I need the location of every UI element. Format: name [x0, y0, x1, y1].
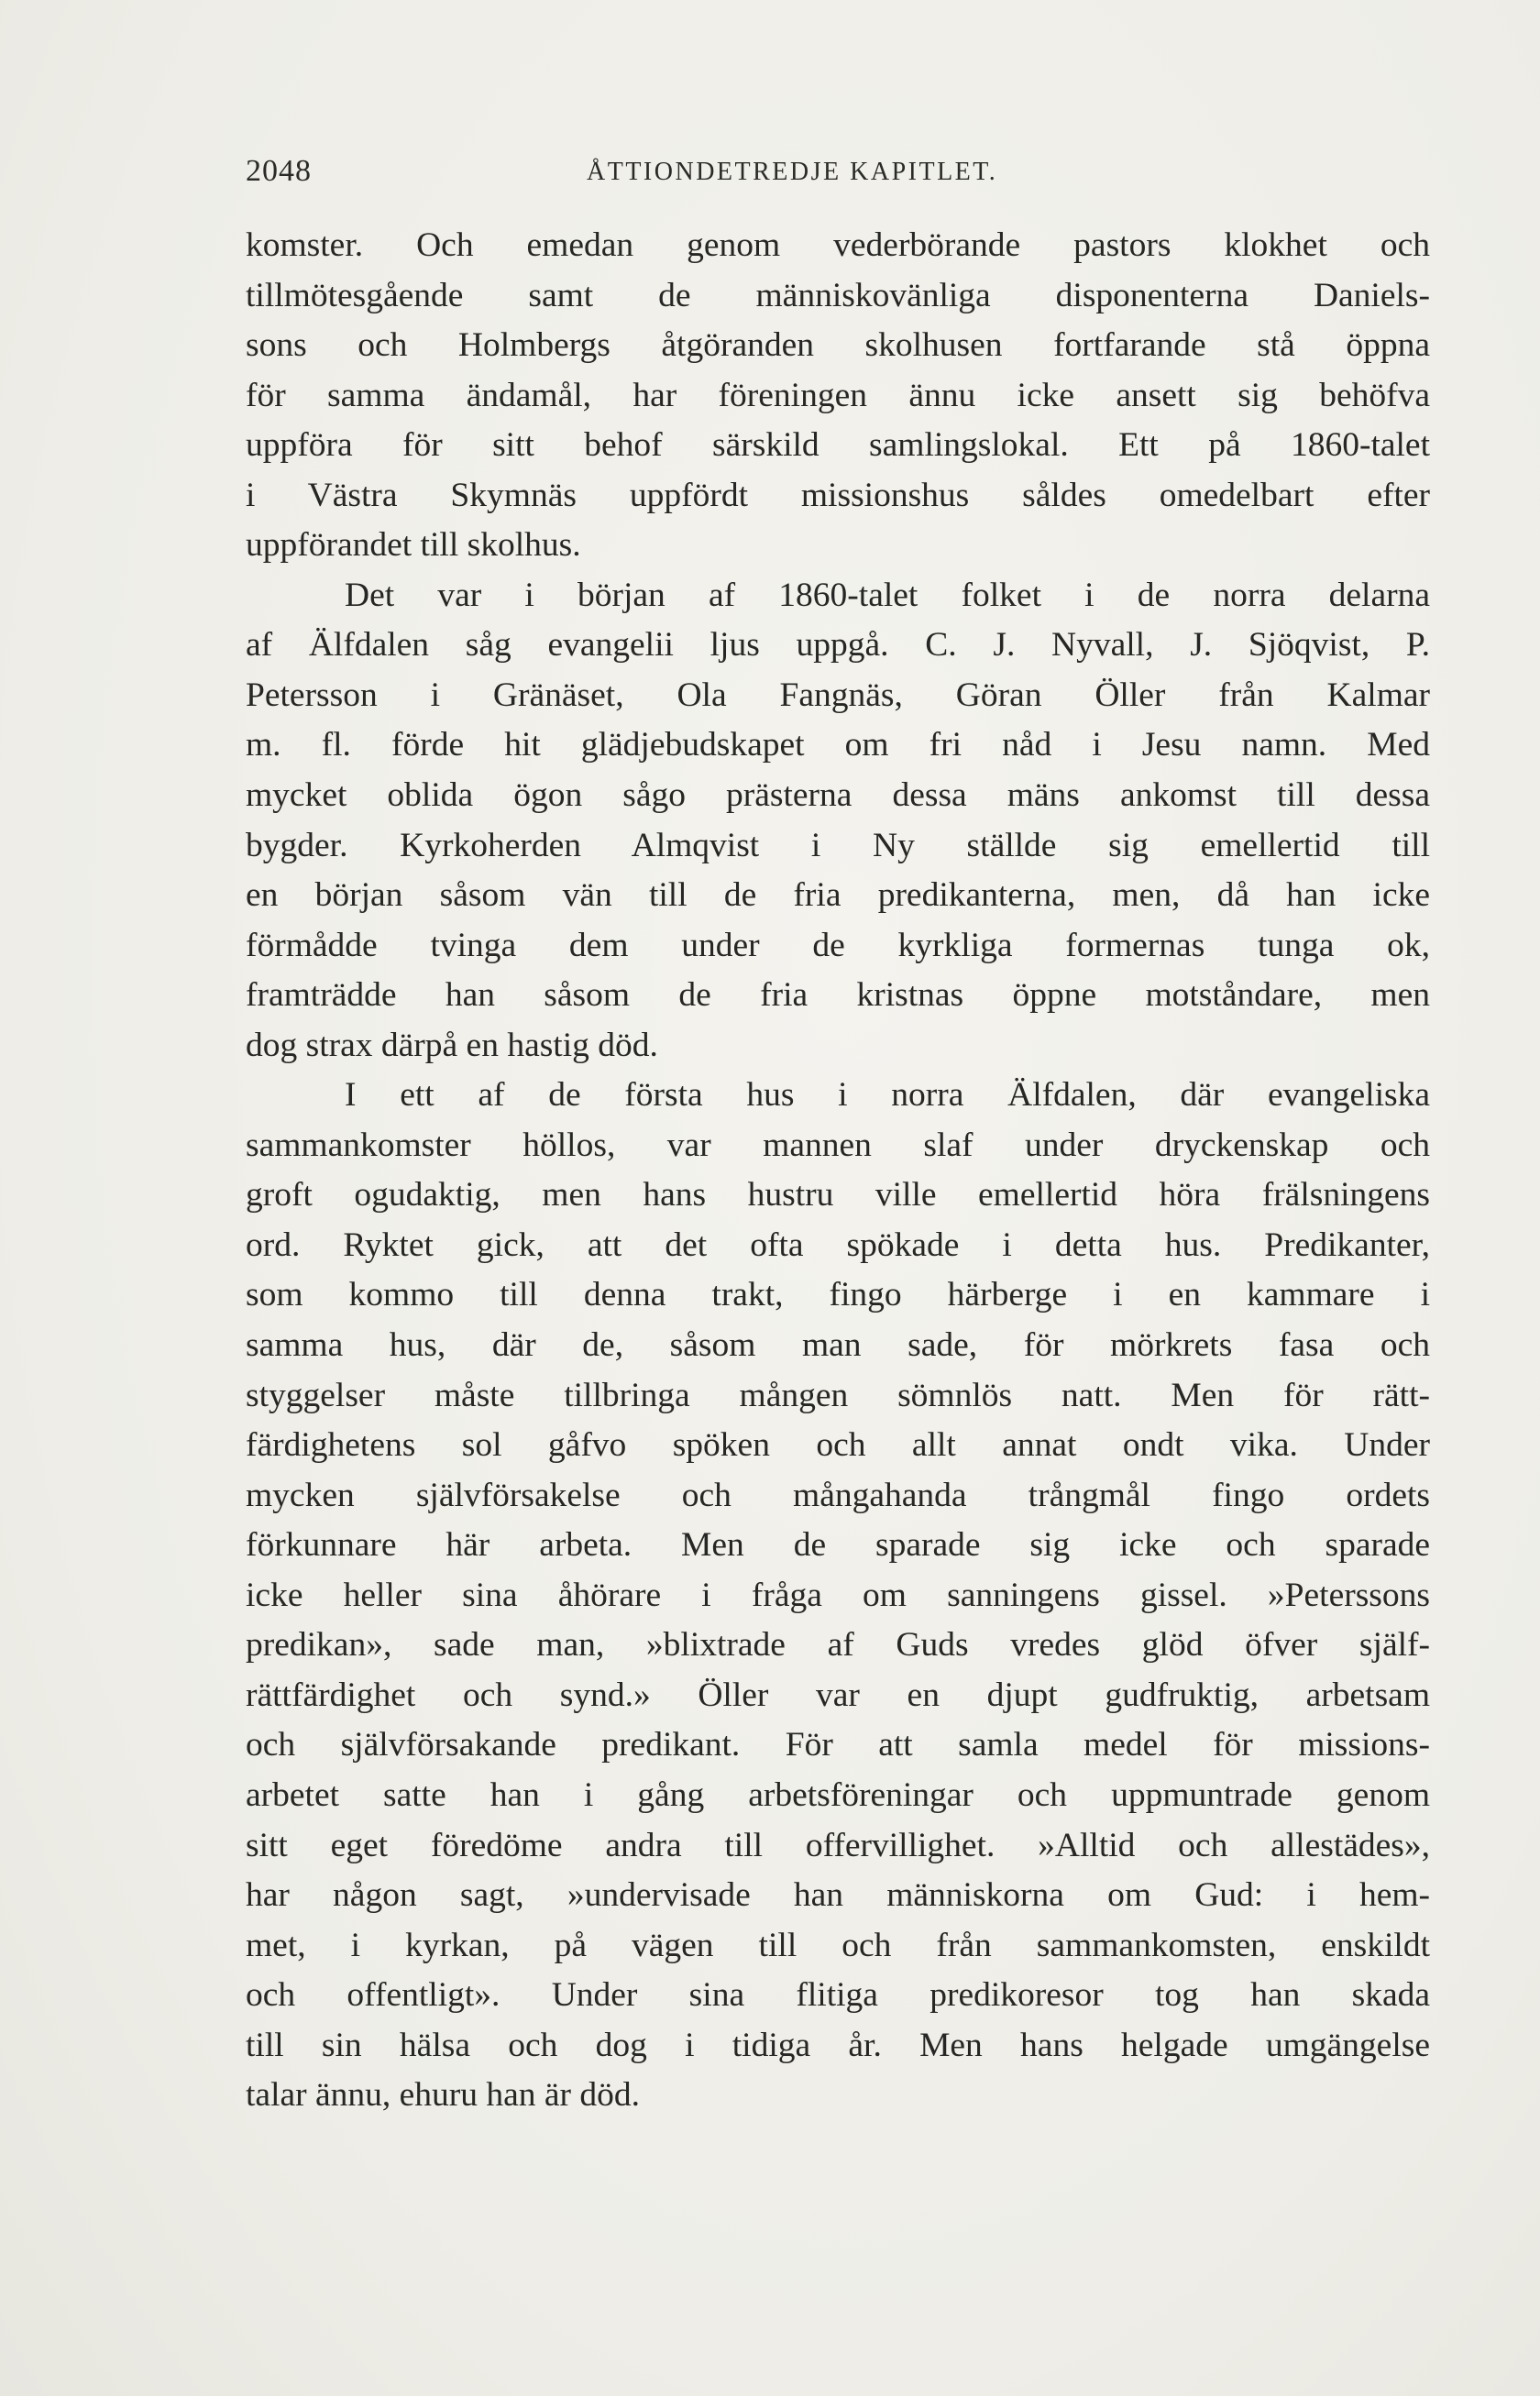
text-line: af Älfdalen såg evangelii ljus uppgå. C. J. Nyvall, J. Sjöqvist, P. [246, 626, 1430, 665]
running-title: ÅTTIONDETREDJE KAPITLET. [587, 158, 998, 186]
text-line: met, i kyrkan, på vägen till och från sammankomsten, enskildt [246, 1926, 1430, 1964]
text-line: Petersson i Gränäset, Ola Fangnäs, Göran Öller från Kalmar [246, 676, 1430, 714]
body-text [246, 221, 1430, 2121]
text-line: sitt eget föredöme andra till offervillighet. »Alltid och allestädes», [246, 1826, 1430, 1864]
text-line: förmådde tvinga dem under de kyrkliga formernas tunga ok, [246, 926, 1430, 964]
text-line: talar ännu, ehuru han är död. [246, 2076, 641, 2115]
paragraph [246, 571, 1430, 1071]
text-line: en början såsom vän till de fria predikanterna, men, då han icke [246, 876, 1430, 915]
text-line: rättfärdighet och synd.» Öller var en djupt gudfruktig, arbetsam [246, 1676, 1430, 1714]
text-line: färdighetens sol gåfvo spöken och allt annat ondt vika. Under [246, 1426, 1430, 1465]
text-line: till sin hälsa och dog i tidiga år. Men hans helgade umgängelse [246, 2026, 1430, 2064]
text-line: har någon sagt, »undervisade han människorna om Gud: i hem- [246, 1876, 1430, 1915]
text-line: och offentligt». Under sina flitiga predikoresor tog han skada [246, 1976, 1430, 2015]
text-line: och självförsakande predikant. För att samla medel för missions- [246, 1726, 1430, 1764]
text-line: uppföra för sitt behof särskild samlingslokal. Ett på 1860-talet [246, 426, 1430, 465]
text-line: i Västra Skymnäs uppfördt missionshus såldes omedelbart efter [246, 476, 1430, 514]
text-line: groft ogudaktig, men hans hustru ville emellertid höra frälsningens [246, 1176, 1430, 1214]
paragraph [246, 221, 1430, 571]
page-number: 2048 [246, 154, 312, 188]
text-line: framträdde han såsom de fria kristnas öppne motståndare, men [246, 976, 1430, 1015]
text-line: Det var i början af 1860-talet folket i de norra delarna [345, 576, 1430, 614]
text-line: tillmötesgående samt de människovänliga disponenterna Daniels- [246, 276, 1430, 314]
text-line: arbetet satte han i gång arbetsföreningar och uppmuntrade genom [246, 1775, 1430, 1814]
text-line: dog strax därpå en hastig död. [246, 1026, 658, 1064]
text-line: sammankomster höllos, var mannen slaf under dryckenskap och [246, 1126, 1430, 1164]
text-line: mycket oblida ögon sågo prästerna dessa mäns ankomst till dessa [246, 776, 1430, 815]
text-line: sons och Holmbergs åtgöranden skolhusen fortfarande stå öppna [246, 326, 1430, 365]
text-line: ord. Ryktet gick, att det ofta spökade i detta hus. Predikanter, [246, 1225, 1430, 1264]
text-line: uppförandet till skolhus. [246, 526, 581, 565]
text-line: m. fl. förde hit glädjebudskapet om fri nåd i Jesu namn. Med [246, 726, 1430, 764]
page-header [246, 154, 1437, 200]
text-line: komster. Och emedan genom vederbörande pastors klokhet och [246, 226, 1430, 264]
text-line: samma hus, där de, såsom man sade, för mörkrets fasa och [246, 1326, 1430, 1365]
text-line: som kommo till denna trakt, fingo härberge i en kammare i [246, 1276, 1430, 1314]
text-line: styggelser måste tillbringa mången sömnlös natt. Men för rätt- [246, 1376, 1430, 1414]
paragraph [246, 1071, 1430, 2120]
text-line: icke heller sina åhörare i fråga om sanningens gissel. »Peterssons [246, 1576, 1430, 1614]
text-line: predikan», sade man, »blixtrade af Guds vredes glöd öfver själf- [246, 1626, 1430, 1665]
text-line: förkunnare här arbeta. Men de sparade sig icke och sparade [246, 1526, 1430, 1565]
text-line: mycken självförsakelse och mångahanda trångmål fingo ordets [246, 1476, 1430, 1514]
text-line: bygder. Kyrkoherden Almqvist i Ny ställde sig emellertid till [246, 826, 1430, 864]
text-line: för samma ändamål, har föreningen ännu icke ansett sig behöfva [246, 376, 1430, 414]
text-line: I ett af de första hus i norra Älfdalen, där evangeliska [345, 1076, 1430, 1115]
